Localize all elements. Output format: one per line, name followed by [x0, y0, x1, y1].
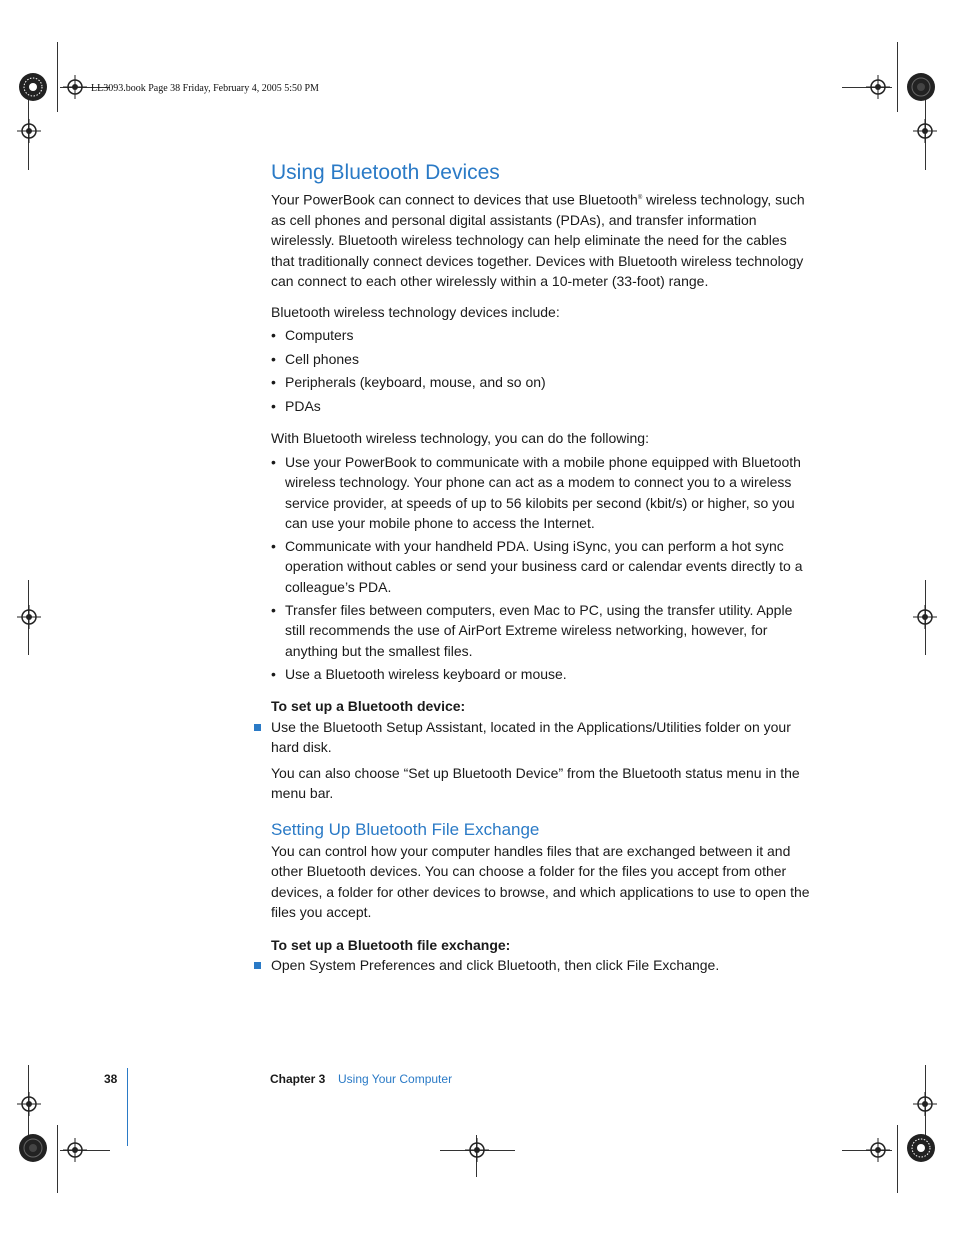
- setup-step: Use the Bluetooth Setup Assistant, located in the Applications/Utilities folder on your hard disk.: [271, 719, 791, 756]
- registration-target-icon: [63, 75, 87, 99]
- intro-line: Your PowerBook can connect to devices that use Bluetooth® wireless technology, such: [271, 191, 805, 208]
- crop-mark: [57, 42, 58, 112]
- registration-target-icon: [913, 119, 937, 143]
- exchange-heading: To set up a Bluetooth file exchange:: [271, 937, 511, 953]
- registration-target-icon: [866, 75, 890, 99]
- list-item: • Cell phones: [271, 351, 359, 367]
- registration-target-icon: [465, 1138, 489, 1162]
- devices-intro: Bluetooth wireless technology devices include:: [271, 304, 560, 320]
- step-marker-icon: [254, 962, 261, 969]
- setup-note: You can also choose “Set up Bluetooth Device” from the Bluetooth status menu in the menu bar.: [271, 765, 800, 802]
- intro-line: wirelessly. Bluetooth wireless technology can help eliminate the need for the cables: [271, 232, 787, 249]
- print-slug: LL3093.book Page 38 Friday, February 4, 2005 5:50 PM: [91, 83, 319, 94]
- registration-target-icon: [913, 1092, 937, 1116]
- list-item: • PDAs: [271, 398, 321, 414]
- crop-mark: [897, 1125, 898, 1193]
- exchange-paragraph: You can control how your computer handles files that are exchanged between it and other Bluetooth devices. You can choose a folder for the files you accept from other devices, a folder for other devices to browse, and which applications to use to open the files you accept.: [271, 843, 810, 920]
- crop-mark: [897, 42, 898, 112]
- list-item: • Use your PowerBook to communicate with a mobile phone equipped with Bluetooth wireless technology. Your phone can act as a modem to connect you to a wireless service provider, at speeds of up to 56 kilobits per second (kbit/s) or higher, so you can use your mobile phone to access the Internet.: [271, 454, 801, 531]
- registration-target-icon: [866, 1138, 890, 1162]
- starburst-target-icon: [906, 72, 936, 102]
- chapter-label: Chapter 3: [270, 1072, 326, 1086]
- registration-target-icon: [913, 605, 937, 629]
- list-item: • Use a Bluetooth wireless keyboard or mouse.: [271, 666, 567, 682]
- intro-line: can connect to each other wirelessly within a 10-meter (33-foot) range.: [271, 272, 709, 289]
- list-item: • Peripherals (keyboard, mouse, and so on): [271, 374, 546, 390]
- intro-line: as cell phones and personal digital assistants (PDAs), and transfer information: [271, 211, 757, 228]
- list-item: • Computers: [271, 327, 354, 343]
- list-item: • Communicate with your handheld PDA. Using iSync, you can perform a hot sync operation without cables or send your business card or calendar events directly to a colleague’s PDA.: [271, 538, 803, 595]
- page-number: 38: [104, 1072, 118, 1086]
- starburst-target-icon: [18, 1133, 48, 1163]
- page-title: Using Bluetooth Devices: [271, 161, 500, 184]
- crop-mark: [57, 1125, 58, 1193]
- registration-target-icon: [17, 1092, 41, 1116]
- footer-divider: [127, 1068, 128, 1146]
- intro-paragraph: [271, 188, 831, 291]
- setup-heading: To set up a Bluetooth device:: [271, 698, 466, 714]
- list-item: • Transfer files between computers, even Mac to PC, using the transfer utility. Apple still recommends the use of AirPort Extreme wireless networking, however, for anything but the smallest files.: [271, 602, 793, 659]
- starburst-target-icon: [906, 1133, 936, 1163]
- starburst-target-icon: [18, 72, 48, 102]
- intro-line: that traditionally connect devices together. Devices with Bluetooth wireless technology: [271, 252, 804, 269]
- chapter-title: Using Your Computer: [338, 1072, 453, 1086]
- registration-target-icon: [17, 119, 41, 143]
- section-subheading: Setting Up Bluetooth File Exchange: [271, 820, 540, 839]
- step-marker-icon: [254, 724, 261, 731]
- exchange-step: Open System Preferences and click Bluetooth, then click File Exchange.: [271, 957, 720, 973]
- registration-target-icon: [17, 605, 41, 629]
- registration-target-icon: [63, 1138, 87, 1162]
- capabilities-intro: With Bluetooth wireless technology, you can do the following:: [271, 430, 649, 446]
